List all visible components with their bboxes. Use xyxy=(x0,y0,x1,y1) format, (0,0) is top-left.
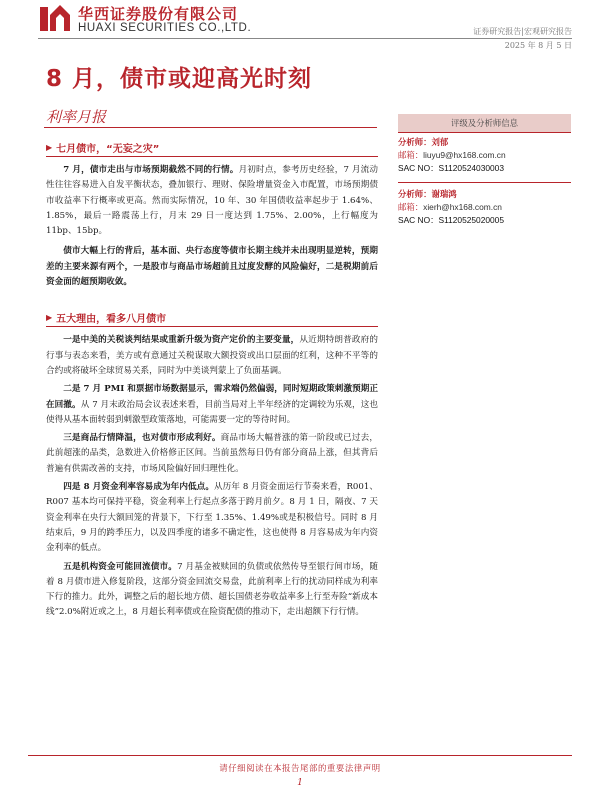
footer-divider xyxy=(28,755,572,756)
body-paragraph xyxy=(46,244,378,290)
company-name-en: HUAXI SECURITIES CO.,LTD. xyxy=(78,22,252,34)
paragraph-body: 月初时点，参考历史经验，7 月流动性往往容易进入自发平衡状态，叠加银行、理财、保险增量资金入市配置，市场预期债市收益率下行概率或更高。然而实际情况，10 年、30 年国债收益率起步于 1.64%、1.85%，最后一路震荡上行，月末 29 日一度达到 1.75%、2.00%，上行幅度为 11bp、15bp。 xyxy=(46,165,378,237)
subtitle-divider xyxy=(44,127,377,128)
paragraph-body: 7 月基金被赎回的负债或依然传导至银行间市场，随着 8 月债市进入修复阶段，这部分资金回流交易盘，此前利率上行的扰动同样成为利率下行的推力。此外，调整之后的超长地方债、超长国债老券收益率多上行至寿险“新成本线”2.0%附近或之上，8 月超长利率债或在险资配债的推动下，走出超额下行行情。 xyxy=(46,561,378,618)
report-subtitle: 利率月报 xyxy=(46,108,107,126)
section-heading xyxy=(46,310,378,324)
analyst-role: 分析师：谢瑞鸿 xyxy=(398,189,457,199)
analyst-role: 分析师：刘郁 xyxy=(398,137,449,147)
huaxi-logo-icon xyxy=(38,3,72,33)
body-paragraph xyxy=(46,382,378,428)
email-label: 邮箱： xyxy=(398,150,424,160)
body-paragraph xyxy=(46,431,378,477)
paragraph-lead: 一是中美的关税谈判结果或重新升级为资产定价的主要变量， xyxy=(63,335,300,346)
triangle-bullet-icon: ▶ xyxy=(46,312,53,322)
triangle-bullet-icon: ▶ xyxy=(46,142,53,152)
section-heading-text: 七月债市，“无妄之灾” xyxy=(56,143,160,155)
header-divider xyxy=(38,38,572,39)
section-divider xyxy=(46,156,378,157)
paragraph-lead: 二是 7 月 PMI 和票据市场数据显示，需求端仍然偏弱，同时短期政策刺激预期正在回撤。 xyxy=(46,384,378,410)
main-content xyxy=(46,140,378,621)
analyst-sac-number: SAC NO：S1120524030003 xyxy=(398,163,504,173)
paragraph-lead: 债市大幅上行的背后，基本面、央行态度等债市长期主线并未出现明显逆转，预期差的主要来源有两个，一是股市与商品市场超前且过度发酵的风险偏好，二是税期前后资金面的超预期收敛。 xyxy=(46,246,378,288)
paragraph-lead: 7 月，债市走出与市场预期截然不同的行情。 xyxy=(63,165,239,175)
email-label: 邮箱： xyxy=(398,202,424,212)
sidebar-divider xyxy=(398,132,571,133)
page-number: 1 xyxy=(297,778,303,788)
body-paragraph xyxy=(46,480,378,556)
paragraph-body: 从 7 月末政治局会议表述来看，目前当局对上半年经济的定调较为乐观，这也使得从基本面转弱到刺激型政策落地，可能需要一定的等待时间。 xyxy=(46,399,378,425)
paragraph-body: 从历年 8 月资金面运行节奏来看，R001、R007 基本均可保持平稳，资金利率上行起点多落于跨月前夕。8 月 1 日，隔夜、7 天资金利率在央行大额回笼的背景下，下行至 1.35%、1.49%或是积极信号。同时 8 月结束后，9 月的跨季压力，以及四季度的诸多不确定性，这也使得 8 月容易成为年内资金利率的低点。 xyxy=(46,482,379,554)
section-heading xyxy=(46,140,378,154)
sidebar-divider xyxy=(398,182,571,183)
report-title: 8 月，债市或迎高光时刻 xyxy=(46,66,313,92)
paragraph-lead: 四是 8 月资金利率容易成为年内低点。 xyxy=(63,482,215,493)
analyst-sac-number: SAC NO：S1120525020005 xyxy=(398,215,504,225)
section-divider xyxy=(46,326,378,327)
sidebar-heading: 评级及分析师信息 xyxy=(398,114,571,132)
legal-disclaimer-note: 请仔细阅读在本报告尾部的重要法律声明 xyxy=(219,763,381,773)
report-date: 2025 年 8 月 5 日 xyxy=(504,41,572,50)
body-paragraph xyxy=(46,560,378,621)
analyst-email[interactable]: liuyu9@hx168.com.cn xyxy=(423,150,506,160)
company-name-cn: 华西证券股份有限公司 xyxy=(78,5,239,23)
body-paragraph xyxy=(46,163,378,239)
paragraph-lead: 三是商品行情降温，也对债市形成利好。 xyxy=(63,433,221,444)
analyst-email[interactable]: xierh@hx168.com.cn xyxy=(423,202,502,212)
paragraph-lead: 五是机构资金可能回流债市。 xyxy=(63,561,178,572)
paragraph-body: 商品市场大幅普涨的第一阶段或已过去，此前超涨的品类，急数进入价格修正区间。当前虽然每日仍有部分商品上涨，但其背后普遍有供需改善的支持，市场风险偏好回归理性化。 xyxy=(46,433,378,474)
report-type-tags: 证券研究报告|宏观研究报告 xyxy=(473,27,572,36)
section-heading-text: 五大理由，看多八月债市 xyxy=(56,313,167,325)
paragraph-body: 从近期特朗普政府的行事与表态来看，美方或有意通过关税谋取大额投资或出口层面的红利，这种不平等的合约或将破坏全球贸易关系，同时为中美谈判蒙上了负面基调。 xyxy=(46,335,378,376)
analyst-card xyxy=(398,136,576,175)
analyst-card xyxy=(398,188,576,227)
body-paragraph xyxy=(46,333,378,379)
